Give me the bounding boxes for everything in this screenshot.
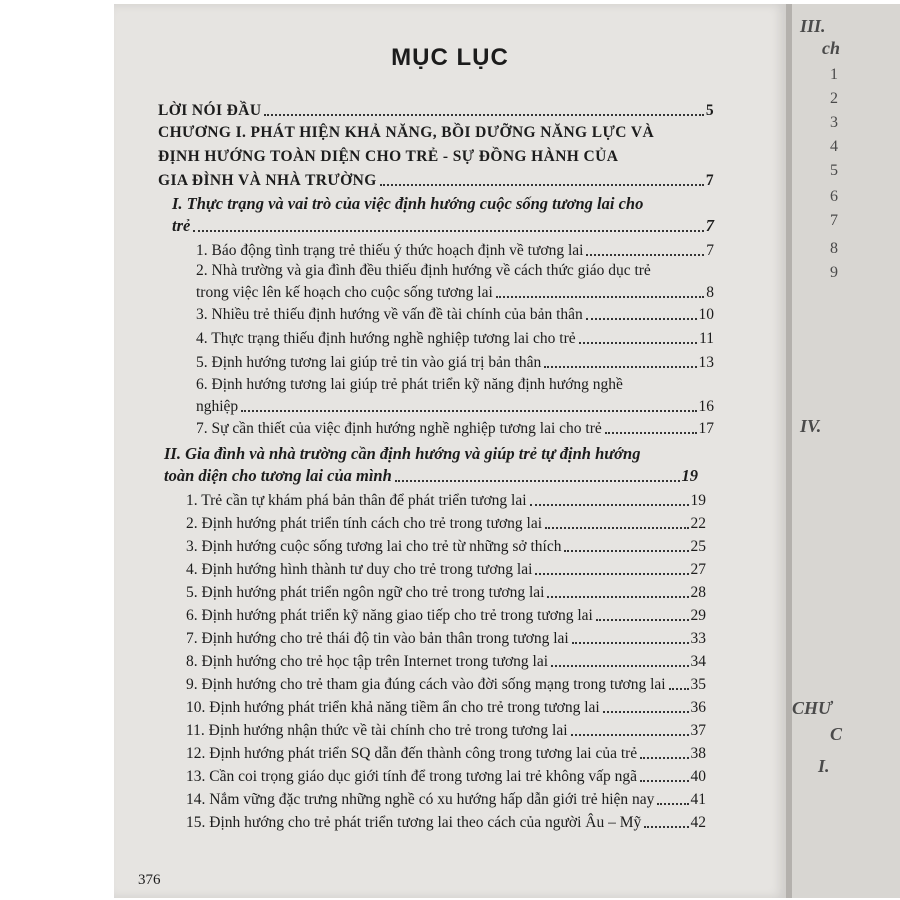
dot-leader bbox=[547, 596, 688, 598]
page-title: MỤC LỤC bbox=[391, 44, 509, 71]
toc-page-number: 7 bbox=[705, 216, 714, 235]
toc-item bbox=[186, 630, 706, 648]
facing-page-fragment: III. bbox=[800, 16, 826, 36]
toc-section-heading-line: I. Thực trạng và vai trò của việc định hướng cuộc sống tương lai cho bbox=[172, 194, 644, 213]
toc-item bbox=[186, 538, 706, 556]
dot-leader bbox=[586, 318, 697, 320]
toc-item bbox=[186, 515, 706, 533]
page-number: 376 bbox=[138, 872, 161, 888]
toc-page-number: 35 bbox=[690, 676, 706, 693]
toc-label: toàn diện cho tương lai của mình bbox=[164, 466, 392, 485]
toc-label: 7. Định hướng cho trẻ thái độ tin vào bản thân trong tương lai bbox=[186, 630, 569, 647]
toc-item bbox=[186, 561, 706, 579]
toc-item bbox=[196, 398, 714, 416]
toc-label: 5. Định hướng phát triển ngôn ngữ cho trẻ trong tương lai bbox=[186, 584, 545, 601]
toc-page-number: 33 bbox=[690, 630, 706, 647]
toc-label: 3. Nhiều trẻ thiếu định hướng về vấn đề tài chính của bản thân bbox=[196, 306, 583, 323]
dot-leader bbox=[603, 711, 689, 713]
dot-leader bbox=[586, 254, 704, 256]
toc-label: 10. Định hướng phát triển khả năng tiềm ẩn cho trẻ trong tương lai bbox=[186, 699, 600, 716]
toc-label: 9. Định hướng cho trẻ tham gia đúng cách vào đời sống mạng trong tương lai bbox=[186, 676, 666, 693]
toc-item-line: 2. Nhà trường và gia đình đều thiếu định hướng về cách thức giáo dục trẻ bbox=[196, 262, 651, 279]
facing-page-fragment: 4 bbox=[830, 138, 838, 155]
toc-page-number: 16 bbox=[698, 398, 714, 415]
dot-leader bbox=[564, 550, 688, 552]
toc-chapter-heading bbox=[158, 172, 714, 190]
toc-label: 7. Sự cần thiết của việc định hướng nghề nghiệp tương lai cho trẻ bbox=[196, 420, 602, 437]
toc-page-number: 19 bbox=[690, 492, 706, 509]
dot-leader bbox=[640, 757, 688, 759]
dot-leader bbox=[605, 432, 697, 434]
facing-page-fragment: 2 bbox=[830, 90, 838, 107]
toc-label: LỜI NÓI ĐẦU bbox=[158, 102, 262, 119]
toc-section-heading bbox=[172, 216, 714, 236]
toc-page-number: 7 bbox=[705, 172, 714, 189]
toc-label: 14. Nắm vững đặc trưng những nghề có xu hướng hấp dẫn giới trẻ hiện nay bbox=[186, 791, 655, 808]
dot-leader bbox=[571, 734, 689, 736]
toc-page-number: 7 bbox=[706, 242, 714, 259]
toc-label: 8. Định hướng cho trẻ học tập trên Internet trong tương lai bbox=[186, 653, 549, 670]
toc-page-number: 25 bbox=[690, 538, 706, 555]
toc-label: nghiệp bbox=[196, 398, 239, 415]
dot-leader bbox=[596, 619, 689, 621]
facing-page bbox=[792, 4, 900, 898]
toc-page-number: 22 bbox=[690, 515, 706, 532]
toc-item bbox=[186, 676, 706, 694]
toc-label: 15. Định hướng cho trẻ phát triển tương lai theo cách của người Âu – Mỹ bbox=[186, 814, 642, 831]
dot-leader bbox=[544, 366, 696, 368]
toc-label: 4. Thực trạng thiếu định hướng nghề nghiệp tương lai cho trẻ bbox=[196, 330, 576, 347]
toc-page bbox=[114, 4, 786, 898]
toc-item bbox=[186, 768, 706, 786]
toc-page-number: 5 bbox=[705, 102, 714, 119]
dot-leader bbox=[496, 296, 704, 298]
toc-section-heading bbox=[164, 466, 698, 486]
toc-label: 5. Định hướng tương lai giúp trẻ tin vào giá trị bản thân bbox=[196, 354, 542, 371]
toc-item bbox=[196, 354, 714, 372]
facing-page-fragment: 3 bbox=[830, 114, 838, 131]
toc-page-number: 10 bbox=[698, 306, 714, 323]
toc-item bbox=[196, 330, 714, 348]
toc-page-number: 41 bbox=[690, 791, 706, 808]
toc-page-number: 34 bbox=[690, 653, 706, 670]
toc-item bbox=[186, 699, 706, 717]
toc-page-number: 13 bbox=[698, 354, 714, 371]
toc-label: 12. Định hướng phát triển SQ dẫn đến thành công trong tương lai của trẻ bbox=[186, 745, 638, 762]
facing-page-fragment: CHƯ bbox=[792, 698, 832, 718]
toc-item bbox=[186, 584, 706, 602]
toc-item bbox=[186, 814, 706, 832]
toc-page-number: 42 bbox=[690, 814, 706, 831]
facing-page-fragment: ch bbox=[822, 38, 840, 58]
toc-label: 1. Báo động tình trạng trẻ thiếu ý thức hoạch định về tương lai bbox=[196, 242, 584, 259]
facing-page-fragment: C bbox=[830, 724, 843, 744]
toc-label: GIA ĐÌNH VÀ NHÀ TRƯỜNG bbox=[158, 172, 377, 189]
dot-leader bbox=[657, 803, 688, 805]
toc-item-line: 6. Định hướng tương lai giúp trẻ phát triển kỹ năng định hướng nghề bbox=[196, 376, 623, 393]
toc-page-number: 36 bbox=[690, 699, 706, 716]
dot-leader bbox=[241, 410, 696, 412]
toc-item bbox=[186, 722, 706, 740]
toc-label: 1. Trẻ cần tự khám phá bản thân để phát triển tương lai bbox=[186, 492, 527, 509]
toc-item bbox=[196, 242, 714, 260]
toc-label: trẻ bbox=[172, 216, 191, 235]
dot-leader bbox=[644, 826, 688, 828]
toc-section-heading-line: II. Gia đình và nhà trường cần định hướng và giúp trẻ tự định hướng bbox=[164, 444, 641, 463]
facing-page-fragment: 9 bbox=[830, 264, 838, 281]
dot-leader bbox=[395, 480, 680, 482]
dot-leader bbox=[535, 573, 688, 575]
dot-leader bbox=[669, 688, 689, 690]
toc-page-number: 40 bbox=[690, 768, 706, 785]
toc-item bbox=[186, 791, 706, 809]
facing-page-fragment: 5 bbox=[830, 162, 838, 179]
toc-label: 3. Định hướng cuộc sống tương lai cho trẻ từ những sở thích bbox=[186, 538, 562, 555]
toc-label: 13. Cần coi trọng giáo dục giới tính để trong tương lai trẻ không vấp ngã bbox=[186, 768, 637, 785]
toc-chapter-heading-line: ĐỊNH HƯỚNG TOÀN DIỆN CHO TRẺ - SỰ ĐỒNG HÀNH CỦA bbox=[158, 148, 619, 165]
toc-page-number: 27 bbox=[690, 561, 706, 578]
toc-label: 11. Định hướng nhận thức về tài chính cho trẻ trong tương lai bbox=[186, 722, 568, 739]
toc-item bbox=[196, 306, 714, 324]
toc-page-number: 38 bbox=[690, 745, 706, 762]
dot-leader bbox=[530, 504, 689, 506]
facing-page-fragment: 1 bbox=[830, 66, 838, 83]
toc-item bbox=[196, 420, 714, 438]
toc-entry-preface bbox=[158, 102, 714, 120]
toc-page-number: 19 bbox=[681, 466, 698, 485]
toc-label: 2. Định hướng phát triển tính cách cho trẻ trong tương lai bbox=[186, 515, 543, 532]
toc-page-number: 11 bbox=[699, 330, 714, 347]
toc-page-number: 28 bbox=[690, 584, 706, 601]
toc-item bbox=[186, 607, 706, 625]
dot-leader bbox=[572, 642, 689, 644]
toc-chapter-heading-line: CHƯƠNG I. PHÁT HIỆN KHẢ NĂNG, BỒI DƯỠNG NĂNG LỰC VÀ bbox=[158, 124, 655, 141]
facing-page-fragment: I. bbox=[818, 756, 830, 776]
toc-item bbox=[186, 653, 706, 671]
dot-leader bbox=[264, 114, 703, 116]
facing-page-fragment: IV. bbox=[800, 416, 822, 436]
facing-page-fragment: 7 bbox=[830, 212, 838, 229]
facing-page-fragment: 8 bbox=[830, 240, 838, 257]
dot-leader bbox=[579, 342, 697, 344]
dot-leader bbox=[640, 780, 689, 782]
toc-page-number: 17 bbox=[698, 420, 714, 437]
toc-label: trong việc lên kế hoạch cho cuộc sống tương lai bbox=[196, 284, 493, 301]
toc-label: 4. Định hướng hình thành tư duy cho trẻ trong tương lai bbox=[186, 561, 533, 578]
toc-page-number: 29 bbox=[690, 607, 706, 624]
toc-label: 6. Định hướng phát triển kỹ năng giao tiếp cho trẻ trong tương lai bbox=[186, 607, 593, 624]
toc-page-number: 8 bbox=[706, 284, 714, 301]
toc-item bbox=[186, 745, 706, 763]
toc-page-number: 37 bbox=[690, 722, 706, 739]
dot-leader bbox=[193, 230, 703, 232]
dot-leader bbox=[380, 184, 704, 186]
dot-leader bbox=[551, 665, 688, 667]
dot-leader bbox=[545, 527, 688, 529]
toc-item bbox=[196, 284, 714, 302]
toc-item bbox=[186, 492, 706, 510]
facing-page-fragment: 6 bbox=[830, 188, 838, 205]
